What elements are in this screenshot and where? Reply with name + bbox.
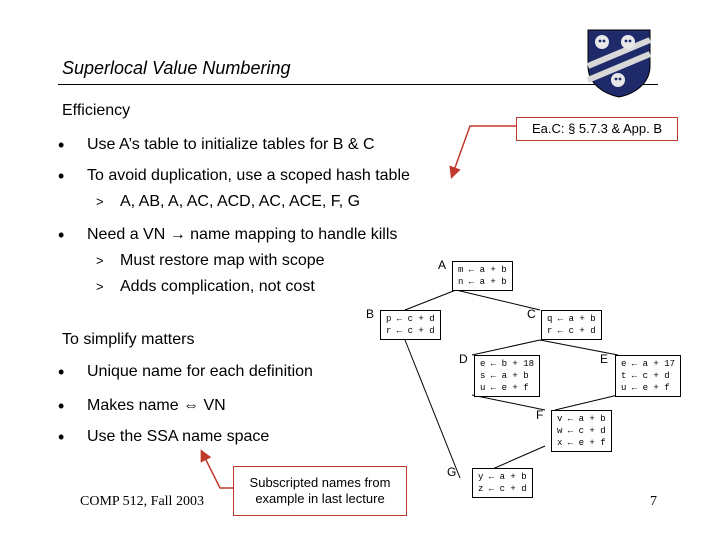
cfg-block-a: m ← a + b n ← a + b	[452, 261, 513, 291]
reference-arrow	[452, 126, 516, 176]
sub-bullet-text: A, AB, A, AC, ACD, AC, ACE, F, G	[120, 193, 361, 210]
bullet-text: Use A’s table to initialize tables for B & C	[87, 136, 375, 153]
block-label-e: E	[600, 352, 609, 366]
reference-box: Ea.C: § 5.7.3 & App. B	[516, 117, 678, 141]
edge-d-f	[472, 395, 545, 410]
block-label-g: G	[447, 465, 457, 479]
bullet-text: Unique name for each definition	[87, 363, 313, 380]
cfg-block-f: v ← a + b w ← c + d x ← e + f	[551, 410, 612, 452]
bullet-marker: •	[58, 396, 65, 416]
block-label-b: B	[366, 307, 375, 321]
sub-bullet-text: Adds complication, not cost	[120, 278, 315, 295]
bullet-marker: •	[58, 166, 65, 186]
sub-bullet-text: Must restore map with scope	[120, 252, 325, 269]
bullet-marker: •	[58, 427, 65, 447]
bullet-text: Need a VN → name mapping to handle kills	[87, 226, 398, 243]
page-number: 7	[650, 494, 657, 509]
block-label-d: D	[459, 352, 468, 366]
block-label-f: F	[536, 408, 544, 422]
bullet-text: Makes name ⇔ VN	[87, 397, 226, 414]
block-label-c: C	[527, 307, 536, 321]
bullet-marker: •	[58, 135, 65, 155]
cfg-block-c: q ← a + b r ← c + d	[541, 310, 602, 340]
callout-box: Subscripted names from example in last lecture	[233, 466, 407, 516]
section-heading-simplify: To simplify matters	[62, 331, 195, 348]
edge-a-b	[405, 290, 456, 310]
block-label-a: A	[438, 258, 447, 272]
edge-e-f	[555, 395, 618, 410]
edge-b-g	[405, 340, 460, 478]
sub-bullet-marker: >	[96, 279, 104, 294]
section-heading-efficiency: Efficiency	[62, 102, 131, 119]
slide-title: Superlocal Value Numbering	[62, 58, 291, 78]
cfg-block-d: e ← b + 18 s ← a + b u ← e + f	[474, 355, 540, 397]
bullet-text: To avoid duplication, use a scoped hash table	[87, 167, 410, 184]
footer-course: COMP 512, Fall 2003	[80, 494, 204, 509]
bullet-marker: •	[58, 225, 65, 245]
cfg-block-g: y ← a + b z ← c + d	[472, 468, 533, 498]
callout-arrow	[202, 452, 233, 488]
bullet-marker: •	[58, 362, 65, 382]
cfg-block-e: e ← a + 17 t ← c + d u ← e + f	[615, 355, 681, 397]
cfg-block-b: p ← c + d r ← c + d	[380, 310, 441, 340]
bullet-text: Use the SSA name space	[87, 428, 270, 445]
edge-c-d	[472, 340, 540, 355]
sub-bullet-marker: >	[96, 253, 104, 268]
sub-bullet-marker: >	[96, 194, 104, 209]
